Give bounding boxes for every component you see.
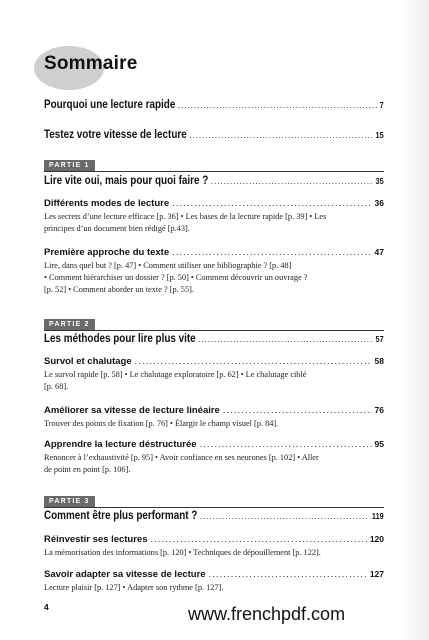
page-ref: 35 xyxy=(375,176,384,186)
desc-line: Trouver des points de fixation [p. 76] • Élargir le champ visuel [p. 84]. xyxy=(44,419,279,428)
toc-section-3-2[interactable] xyxy=(44,569,384,594)
desc-line: • Comment hiérarchiser un dossier ? [p. 50] • Comment découvrir un ouvrage ? xyxy=(44,273,308,282)
part-1-rule xyxy=(44,171,384,172)
dot-leader xyxy=(172,247,371,257)
part-3-rule xyxy=(44,507,384,508)
page-ref: 127 xyxy=(369,569,384,579)
toc-section-1-1[interactable] xyxy=(44,198,384,235)
section-row xyxy=(44,439,384,450)
section-description xyxy=(44,418,384,430)
dot-leader xyxy=(200,511,369,521)
page-edge-shadow xyxy=(401,0,429,640)
part-title: Les méthodes pour lire plus vite xyxy=(44,333,196,345)
section-description xyxy=(44,582,384,594)
section-title: Apprendre la lecture déstructurée xyxy=(44,439,197,450)
toc-entry-part-3[interactable] xyxy=(44,510,384,522)
toc-section-2-2[interactable] xyxy=(44,405,384,430)
toc-section-2-1[interactable] xyxy=(44,356,384,393)
desc-line: La mémorisation des informations [p. 120] • Techniques de dépouillement [p. 122]. xyxy=(44,548,321,557)
page-ref: 57 xyxy=(375,334,384,344)
section-row xyxy=(44,534,384,545)
desc-line: Le survol rapide [p. 58] • Le chalutage exploratoire [p. 62] • Le chalutage ciblé xyxy=(44,370,307,379)
page-ref: 47 xyxy=(374,247,384,257)
desc-line: de point en point [p. 106]. xyxy=(44,465,131,474)
desc-line: [p. 68]. xyxy=(44,382,69,391)
chapter-row xyxy=(44,129,384,141)
page-title: Sommaire xyxy=(44,53,138,74)
section-title: Réinvestir ses lectures xyxy=(44,534,148,545)
dot-leader xyxy=(223,405,372,415)
page-number: 4 xyxy=(44,602,49,612)
chapter-row xyxy=(44,99,384,111)
toc-entry-part-2[interactable] xyxy=(44,333,384,345)
page-ref: 95 xyxy=(374,439,384,449)
dot-leader xyxy=(151,534,367,544)
section-row xyxy=(44,569,384,580)
toc-entry-part-1[interactable] xyxy=(44,175,384,187)
part-title: Comment être plus performant ? xyxy=(44,510,198,522)
toc-section-2-3[interactable] xyxy=(44,439,384,476)
page-ref: 58 xyxy=(374,356,384,366)
section-description xyxy=(44,211,384,235)
section-description xyxy=(44,369,384,393)
dot-leader xyxy=(172,198,371,208)
section-title: Améliorer sa vitesse de lecture linéaire xyxy=(44,405,220,416)
desc-line: [p. 52] • Comment aborder un texte ? [p. 55]. xyxy=(44,285,194,294)
section-description xyxy=(44,260,384,296)
page-ref: 76 xyxy=(374,405,384,415)
section-row xyxy=(44,356,384,367)
desc-line: Lire, dans quel but ? [p. 47] • Comment utiliser une bibliographie ? [p. 48] xyxy=(44,261,292,270)
section-description xyxy=(44,547,384,559)
chapter-title: Pourquoi une lecture rapide xyxy=(44,99,176,111)
part-title-row xyxy=(44,510,384,522)
toc-section-1-2[interactable] xyxy=(44,247,384,296)
part-2-tag: PARTIE 2 xyxy=(44,319,95,330)
dot-leader xyxy=(211,176,373,186)
section-title: Première approche du texte xyxy=(44,247,170,258)
part-title-row xyxy=(44,333,384,345)
dot-leader xyxy=(189,130,373,140)
page-ref: 120 xyxy=(369,534,384,544)
part-1-tag: PARTIE 1 xyxy=(44,160,95,171)
page-ref: 36 xyxy=(374,198,384,208)
section-row xyxy=(44,198,384,209)
section-row xyxy=(44,247,384,258)
part-title-row xyxy=(44,175,384,187)
part-3-tag: PARTIE 3 xyxy=(44,496,95,507)
section-title: Survol et chalutage xyxy=(44,356,132,367)
section-title: Différents modes de lecture xyxy=(44,198,170,209)
part-2-rule xyxy=(44,330,384,331)
page-ref: 15 xyxy=(375,130,384,140)
desc-line: Renoncer à l’exhaustivité [p. 95] • Avoir confiance en ses neurones [p. 102] • Aller xyxy=(44,453,319,462)
page-ref: 7 xyxy=(379,100,384,110)
desc-line: Les secrets d’une lecture efficace [p. 36] • Les bases de la lecture rapide [p. 39] • Les xyxy=(44,212,327,221)
watermark-url[interactable]: www.frenchpdf.com xyxy=(188,604,346,624)
toc-entry-intro-2[interactable] xyxy=(44,129,384,141)
toc-section-3-1[interactable] xyxy=(44,534,384,559)
section-row xyxy=(44,405,384,416)
section-description xyxy=(44,452,384,476)
part-title: Lire vite oui, mais pour quoi faire ? xyxy=(44,175,209,187)
toc-entry-intro-1[interactable] xyxy=(44,99,384,111)
dot-leader xyxy=(200,439,372,449)
dot-leader xyxy=(209,569,367,579)
section-title: Savoir adapter sa vitesse de lecture xyxy=(44,569,206,580)
desc-line: Lecture plaisir [p. 127] • Adapter son rythme [p. 127]. xyxy=(44,583,224,592)
chapter-title: Testez votre vitesse de lecture xyxy=(44,129,187,141)
dot-leader xyxy=(135,356,372,366)
page-ref: 119 xyxy=(371,511,384,521)
dot-leader xyxy=(198,334,373,344)
dot-leader xyxy=(178,100,377,110)
desc-line: principes d’un document bien rédigé [p.43]. xyxy=(44,224,190,233)
